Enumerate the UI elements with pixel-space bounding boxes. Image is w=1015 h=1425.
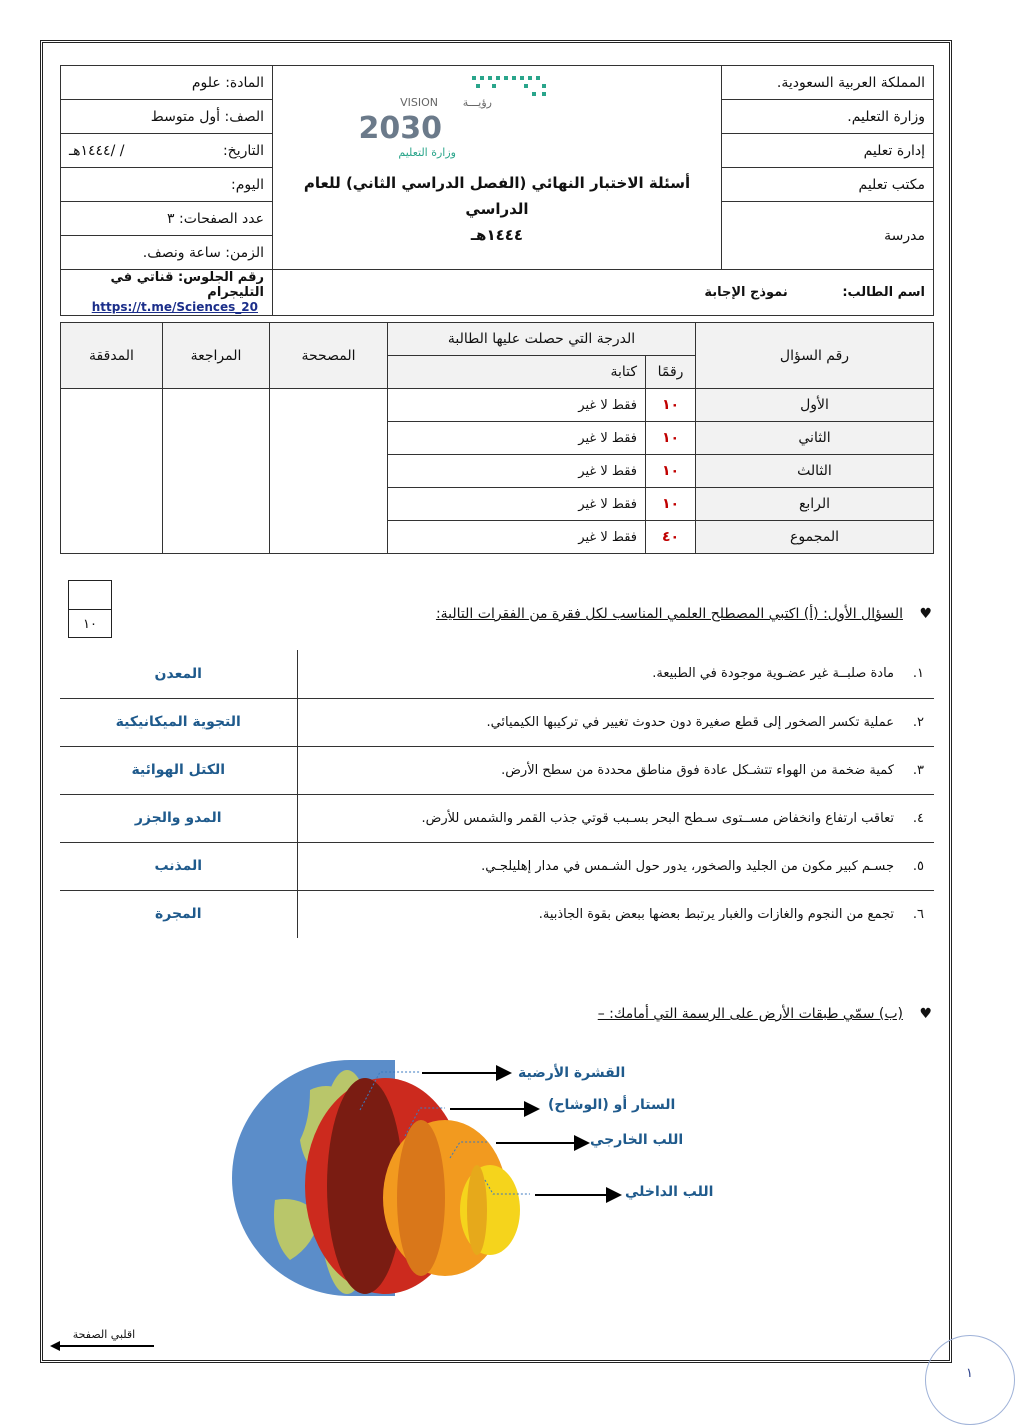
question1-title: السؤال الأول: (أ) اكتبي المصطلح العلمي المناسب لكل فقرة من الفقرات التالية: [435,606,903,622]
item-number: ٣. [912,762,924,778]
svg-text:وزارة التعليم: وزارة التعليم [398,146,456,159]
flip-page-note [50,1328,154,1354]
label-outer-core: اللب الخارجي [590,1132,684,1148]
col-words: كتابة [388,356,646,389]
col-score: الدرجة التي حصلت عليها الطالبة [388,323,696,356]
reviewer-cell [163,389,270,554]
label-mantle: الستار أو (الوشاح) [548,1097,676,1113]
score-box [68,580,112,638]
subject: المادة: علوم [61,66,273,100]
grade-level: الصف: أول متوسط [61,100,273,134]
col-digits: رقمًا [646,356,696,389]
item-number: ٦. [912,906,924,922]
date-value: / /١٤٤٤هـ [69,142,125,159]
grade-num: ١٠ [646,455,696,488]
heart-icon: ♥ [919,606,932,622]
list-item [60,650,934,698]
header-table [60,65,934,316]
col-question: رقم السؤال [696,323,934,389]
item-number: ٤. [912,810,924,826]
item-answer: المذنب [60,842,297,890]
grades-table [60,322,934,554]
flip-text: اقلبي الصفحة [72,1328,136,1341]
student-label: اسم الطالب: [842,285,925,300]
svg-text:رؤيـــة: رؤيـــة [462,96,492,109]
score-box-bottom: ١٠ [83,617,97,632]
svg-text:2030: 2030 [358,111,442,146]
vision-2030-logo [358,72,562,162]
header-center [273,66,722,270]
arrow-left-icon [50,1341,154,1351]
col-auditor: المدققة [61,323,163,389]
auditor-cell [61,389,163,554]
grade-txt: فقط لا غير [388,488,646,521]
item-text: عملية تكسر الصخور إلى قطع صغيرة دون حدوث تغيير في تركيبها الكيميائي. [486,714,894,730]
corrector-cell [270,389,388,554]
item-text: تعاقب ارتفاع وانخفاض مســتوى سـطح البحر بسـبب قوتي جذب القمر والشمس للأرض. [421,810,894,826]
item-number: ٢. [912,714,924,730]
col-corrector: المصححة [270,323,388,389]
student-value: نموذج الإجابة [704,285,788,300]
pages: عدد الصفحات: ٣ [61,202,273,236]
list-item [60,890,934,938]
item-text: جسـم كبير مكون من الجليد والصخور، يدور حول الشـمس في مدار إهليلجـي. [481,858,894,874]
item-answer: المعدن [60,650,297,698]
date-cell [61,134,273,168]
item-number: ٥. [912,858,924,874]
day: اليوم: [61,168,273,202]
svg-text:VISION: VISION [400,96,438,109]
grade-num: ٤٠ [646,521,696,554]
question1-heading [436,606,932,622]
question1-list [60,650,934,938]
list-item [60,698,934,746]
col-reviewer: المراجعة [163,323,270,389]
heart-icon: ♥ [919,1006,932,1022]
score-box-top [69,581,111,610]
grade-txt: فقط لا غير [388,422,646,455]
item-text: كمية ضخمة من الهواء تتشـكل عادة فوق مناطق محددة من سطح الأرض. [501,762,894,778]
item-answer: المدو والجزر [60,794,297,842]
grade-row [61,389,934,422]
grade-q: الثاني [696,422,934,455]
date-label: التاريخ: [222,142,264,159]
item-answer: التجوية الميكانيكية [60,698,297,746]
list-item [60,794,934,842]
grade-num: ١٠ [646,422,696,455]
item-text: تجمع من النجوم والغازات والغبار يرتبط بعضها ببعض بقوة الجاذبية. [538,906,894,922]
time: الزمن: ساعة ونصف. [61,236,273,270]
seat-cell [61,270,273,316]
grade-txt: فقط لا غير [388,455,646,488]
grade-q: الرابع [696,488,934,521]
seat-label: رقم الجلوس: قناتي في التليجرام [110,270,264,300]
office: مكتب تعليم [722,168,934,202]
student-name-cell [273,270,934,316]
grade-q: المجموع [696,521,934,554]
grade-q: الثالث [696,455,934,488]
telegram-link[interactable]: https://t.me/Sciences_20 [91,300,258,314]
grade-num: ١٠ [646,389,696,422]
exam-year: ١٤٤٤هـ [470,226,524,244]
ministry: وزارة التعليم. [722,100,934,134]
item-answer: المجرة [60,890,297,938]
label-inner-core: اللب الداخلي [625,1184,714,1200]
item-text: مادة صلبــة غير عضـوية موجودة في الطبيعة. [652,666,894,682]
label-crust: القشرة الأرضية [518,1065,626,1081]
item-number: ١. [912,666,924,682]
question1b-heading [598,1006,932,1022]
item-answer: الكتل الهوائية [60,746,297,794]
exam-title: أسئلة الاختبار النهائي (الفصل الدراسي الثاني) للعام الدراسي [303,174,691,218]
school: مدرسة [722,202,934,270]
question1b-title: (ب) سمّي طبقات الأرض على الرسمة التي أمامك: – [597,1006,903,1022]
grade-num: ١٠ [646,488,696,521]
grade-txt: فقط لا غير [388,521,646,554]
page-number: ١ [966,1366,973,1381]
admin: إدارة تعليم [722,134,934,168]
country: المملكة العربية السعودية. [722,66,934,100]
list-item [60,842,934,890]
list-item [60,746,934,794]
grade-txt: فقط لا غير [388,389,646,422]
grade-q: الأول [696,389,934,422]
